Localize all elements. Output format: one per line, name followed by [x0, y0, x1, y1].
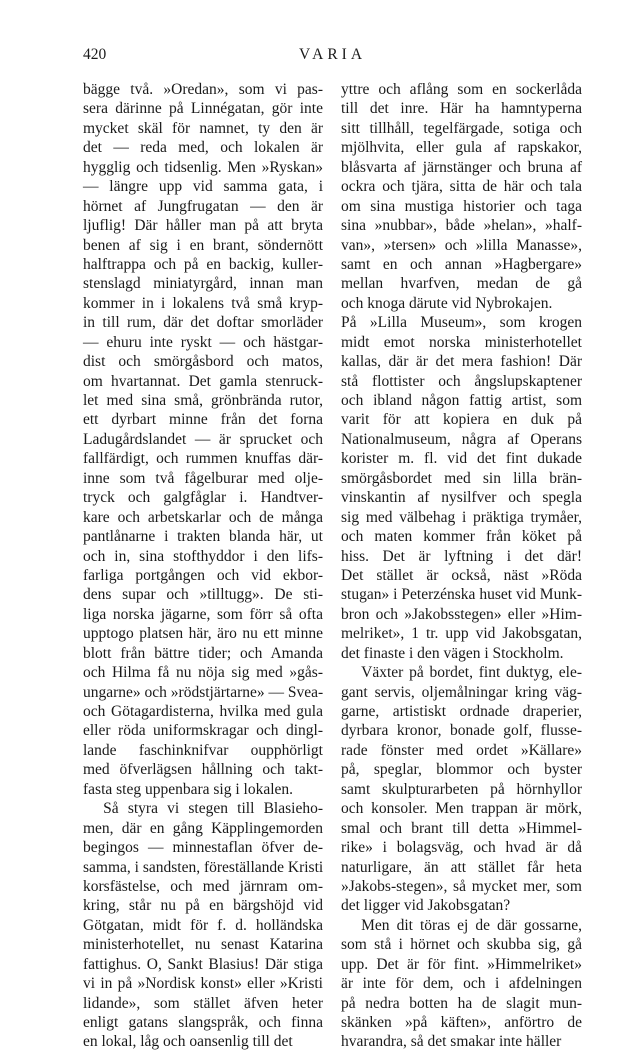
page-number: 420 [83, 46, 107, 63]
text-line: sig med välbehag i präktiga trymåer, [341, 508, 582, 526]
text-line: pantlånarne i trakten blanda här, ut [83, 528, 323, 546]
text-line: yttre och aflång som en sockerlåda [341, 81, 582, 98]
text-line: och in, sina stofthyddor i den lifs- [83, 547, 323, 565]
text-line: korister m. fl. vid det fint dukade [341, 450, 582, 468]
text-line: kring, står nu på en bärgshöjd vid [83, 897, 323, 915]
running-head: VARIA [298, 46, 367, 63]
text-line: rike» i bolagsväg, och hvad är då [341, 839, 582, 857]
text-line: Götgatan, midt för f. d. holländska [83, 916, 323, 934]
text-line: stugan» i Peterzénska huset vid Munk- [341, 586, 582, 604]
text-line: och Götagardisterna, hvilka med gula [83, 703, 323, 720]
text-line: »Jakobs-stegen», så mycket mer, som [341, 877, 582, 895]
text-line: som stå i hörnet och skubba sig, gå [341, 936, 582, 954]
text-line: midt emot norska ministerhotellet [341, 333, 582, 351]
text-line: lidande», som stället äfven heter [83, 994, 323, 1012]
text-line: upp. Det är för fint. »Himmelriket» [341, 955, 582, 973]
text-line: gant servis, oljemålningar kring väg- [341, 683, 582, 701]
text-line: kommer in i lokalens två små kryp- [83, 294, 323, 312]
text-line: varit för att kopiera en duk på [341, 411, 582, 429]
text-line: Det stället är också, näst »Röda [341, 566, 582, 584]
text-line: melriket», 1 tr. upp vid Jakobsgatan, [341, 625, 582, 643]
text-line: samt skulpturarbeten på hörnhyllor [341, 780, 582, 798]
text-line: vi in på »Nordisk konst» eller »Kristi [83, 975, 323, 993]
text-line: hygglig och tidsenlig. Men »Ryskan» [83, 158, 323, 176]
text-line: fattighus. O, Sankt Blasius! Där stiga [83, 955, 323, 973]
text-line: ockra och tjära, sitta de här och tala [341, 178, 582, 196]
text-line: det — reda med, och lokalen är [83, 139, 323, 157]
text-line: naturligare, än att stället får heta [341, 858, 582, 876]
text-line: en lokal, låg och oansenlig till det [83, 1033, 293, 1051]
text-line: och Hilma få nu nöja sig med »gås- [83, 664, 323, 682]
text-line: dist och smörgåsbord och matos, [83, 353, 323, 371]
text-line: men, där en gång Käpplingemorden [83, 819, 323, 837]
text-line: På »Lilla Museum», som krogen [341, 314, 582, 332]
text-line: fasta steg uppenbara sig i lokalen. [83, 780, 294, 798]
text-line: blåsvarta af järnstänger och bruna af [341, 158, 582, 176]
text-line: och konsoler. Men trappan är mörk, [341, 800, 582, 818]
text-line: — längre upp vid samma gata, i [83, 178, 323, 196]
text-line: garne, artistiskt ordnade draperier, [341, 703, 582, 720]
text-line: på nedra botten ha de slagit mun- [341, 994, 582, 1012]
text-line: blott från bättre tider; och Amanda [83, 644, 323, 662]
text-line: Men dit töras ej de där gossarne, [361, 916, 582, 934]
text-line: kallas, där är det mera fashion! Där [341, 353, 582, 371]
text-line: Ladugårdslandet — är sprucket och [83, 430, 323, 448]
text-line: mjölhvita, eller gula af rapskakor, [341, 139, 582, 157]
text-line: sera därinne på Linnégatan, gör inte [83, 100, 323, 118]
text-line: kare och arbetskarlar och de många [83, 508, 323, 526]
text-line: skänken »på käften», anförtro de [341, 1014, 582, 1031]
text-line: Så styra vi stegen till Blasieho- [103, 800, 323, 818]
text-line: smal och brant till detta »Himmel- [341, 819, 582, 837]
text-line: inne som två fågelburar med olje- [83, 469, 323, 487]
text-line: sitt tillhåll, tegelfärgade, sotiga och [341, 119, 582, 137]
text-line: på, speglar, blommor och byster [341, 761, 582, 779]
text-line: eller röda uniformskragar och dingl- [83, 722, 323, 740]
text-line: — ehuru inte ryskt — och hästgar- [83, 333, 323, 351]
text-line: samma, i sandsten, föreställande Kristi [83, 858, 324, 876]
text-line: let med sina små, grönbrända rutor, [83, 392, 323, 409]
text-line: Nationalmuseum, några af Operans [341, 430, 582, 448]
text-line: tryck och galgfåglar i. Handtver- [83, 489, 323, 507]
text-line: samt en och annan »Hagbergare» [341, 255, 582, 273]
text-line: enligt gatans slangspråk, och finna [83, 1014, 323, 1031]
text-line: och ibland någon fattig artist, som [341, 392, 582, 409]
text-line: korsfästelse, och med järnram om- [83, 877, 323, 895]
text-line: halftrappa och på en backig, kuller- [83, 255, 323, 273]
text-line: dens supar och »tilltugg». De sti- [83, 586, 323, 604]
text-line: van», »tersen» och »lilla Manasse», [341, 236, 582, 254]
text-line: lande faschinknifvar oupphörligt [83, 741, 323, 759]
text-line: mycket skäl för namnet, ty den är [83, 119, 323, 137]
text-line: dyrbara kronor, bonade golf, flusse- [341, 722, 582, 740]
text-column-right [341, 80, 582, 1052]
text-line: om sina mustiga historier och taga [341, 197, 582, 215]
text-line: upptogo platsen här, äro nu ett minne [83, 625, 323, 643]
text-line: fallfärdigt, och rummen knuffas där- [83, 450, 323, 468]
text-line: liga norska jägarne, som förr så ofta [83, 605, 323, 623]
text-line: bägge två. »Oredan», som vi pas- [83, 81, 323, 98]
text-line: om hvartannat. Det gamla stenruck- [83, 372, 323, 390]
text-line: benen af sig i en brant, söndernött [83, 236, 323, 254]
text-line: det finaste i den vägen i Stockholm. [341, 644, 564, 662]
text-line: ljuflig! Där håller man på att bryta [83, 217, 323, 235]
text-line: till det inre. Här ha hamntyperna [341, 100, 582, 118]
text-line: hörnet af Jungfrugatan — den är [83, 197, 323, 215]
page-header [83, 46, 582, 68]
text-line: ministerhotellet, nu senast Katarina [83, 936, 323, 954]
text-line: farliga portgången och vid ekbor- [83, 566, 323, 584]
text-line: bron och »Jakobsstegen» eller »Him- [341, 605, 582, 623]
text-line: mellan hvarfven, medan de gå [341, 275, 582, 293]
text-line: ungarne» och »rödstjärtarne» — Svea- [83, 683, 324, 701]
text-line: Växter på bordet, fint duktyg, ele- [361, 664, 582, 682]
text-line: det ligger vid Jakobsgatan? [341, 897, 511, 915]
text-line: begingos — minnestaflan öfver de- [83, 839, 323, 857]
text-line: in till rum, där det doftar smorläder [83, 314, 323, 332]
text-line: och knoga därute vid Nybrokajen. [341, 294, 553, 312]
text-line: rade fönster med ordet »Källare» [341, 741, 582, 759]
text-line: hvarandra, så det smakar inte häller [341, 1033, 562, 1051]
text-line: stenslagd miniatyrgård, innan man [83, 275, 323, 293]
text-line: smörgåsbordet med sin lilla brän- [341, 469, 582, 487]
text-line: stå flottister och ångslupskaptener [341, 372, 582, 390]
text-line: med öfverlägsen hållning och takt- [83, 761, 323, 779]
text-line: ett dyrbart minne från det forna [83, 411, 323, 429]
text-line: och maten kommer från köket på [341, 528, 582, 546]
text-line: sina »nubbar», både »helan», »half- [341, 217, 582, 235]
text-line: hiss. Det är lyftning i det där! [341, 547, 582, 565]
text-column-left [83, 80, 323, 1052]
text-line: vinskantin af nysilfver och spegla [341, 489, 582, 507]
text-line: är inte för dem, och i afdelningen [341, 975, 582, 993]
